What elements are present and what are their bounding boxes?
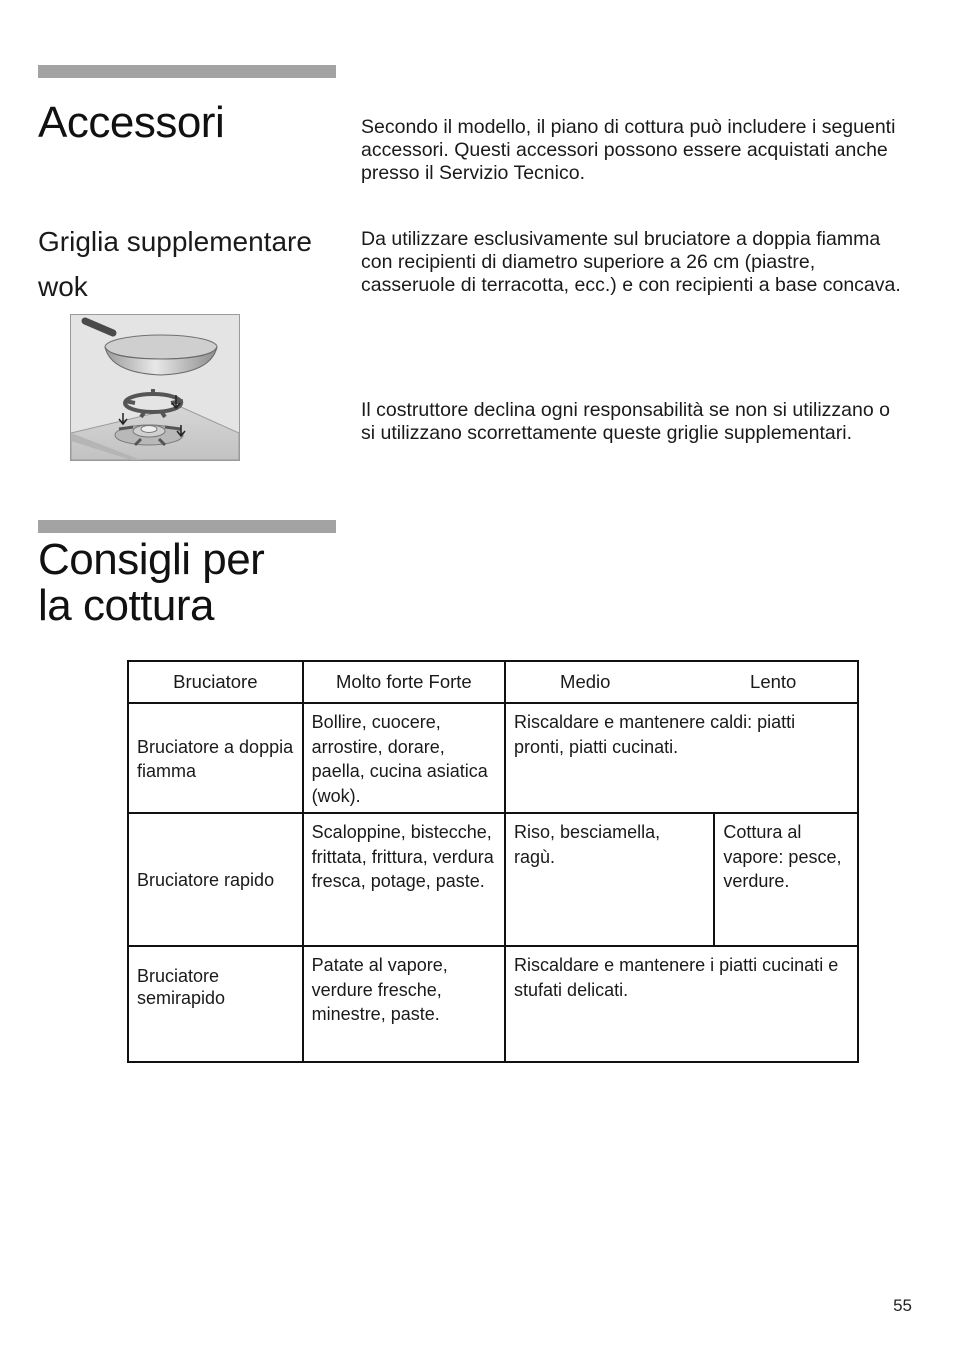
heading-accessori: Accessori [38,98,225,147]
low-heat-cell: Cottura al vapore: pesce, verdure. [714,813,858,946]
heading-wok-line2: wok [38,271,88,302]
header-medio-lento [505,661,858,703]
strong-heat-cell: Patate al vapore, verdure fresche, minestre, paste. [303,946,505,1062]
burner-cell [128,946,303,1062]
wok-grid-illustration [70,314,240,461]
table-row [128,813,858,946]
heading-consigli-line1: Consigli per [38,535,265,584]
table-row [128,946,858,1062]
cooking-tips-table [127,660,859,1063]
heading-consigli-line2: la cottura [38,581,214,630]
burner-cell: Bruciatore a doppia fiamma [128,703,303,813]
table-header-row [128,661,858,703]
heading-wok-line1: Griglia supplementare [38,226,312,257]
wok-pan-on-burner-icon [71,315,239,460]
wok-description: Da utilizzare esclusivamente sul bruciatore a doppia fiamma con recipienti di diametro superiore a 26 cm (piastre, casseruole di terracotta, ecc.) e con recipienti a base concava. [361,228,901,296]
header-lento: Lento [750,671,797,692]
section-divider-accessori [38,65,336,78]
header-molto-forte-forte: Molto forte Forte [303,661,505,703]
header-bruciatore: Bruciatore [128,661,303,703]
header-medio: Medio [560,671,611,692]
table-row [128,703,858,813]
accessori-intro: Secondo il modello, il piano di cottura può includere i seguenti accessori. Questi accessori possono essere acquistati anche presso il Servizio Tecnico. [361,116,896,184]
medium-low-heat-cell: Riscaldare e mantenere caldi: piatti pronti, piatti cucinati. [505,703,858,813]
medium-low-heat-cell: Riscaldare e mantenere i piatti cucinati e stufati delicati. [505,946,858,1062]
burner-label: Bruciatore semirapido [137,966,226,1008]
wok-disclaimer: Il costruttore declina ogni responsabilità se non si utilizzano o si utilizzano scorrettamente queste griglie supplementari. [361,399,890,444]
burner-cell: Bruciatore rapido [128,813,303,946]
strong-heat-cell: Scaloppine, bistecche, frittata, frittura, verdura fresca, potage, paste. [303,813,505,946]
page-number: 55 [893,1296,912,1315]
strong-heat-cell: Bollire, cuocere, arrostire, dorare, paella, cucina asiatica (wok). [303,703,505,813]
section-divider-consigli [38,520,336,533]
medium-heat-cell: Riso, besciamella, ragù. [505,813,714,946]
